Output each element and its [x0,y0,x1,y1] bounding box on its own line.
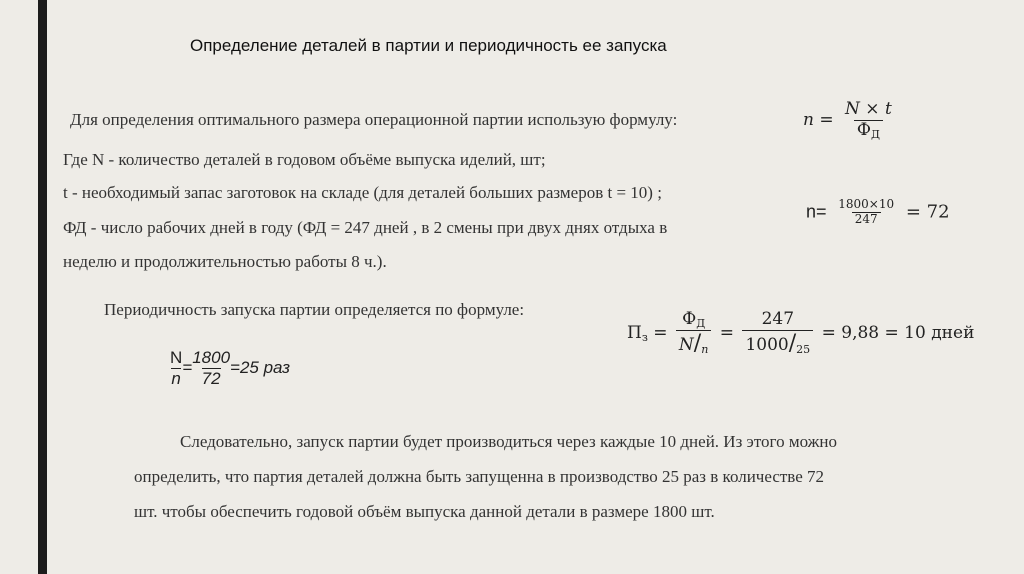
definition-n: Где N - количество деталей в годовом объёме выпуска иделий, шт; [63,150,546,169]
formula-batch-size-value [806,198,950,227]
conclusion-line1: Следовательно, запуск партии будет производиться через каждые 10 дней. Из этого можно [180,432,838,451]
formula4-eq1: = [653,322,668,343]
formula3-den2: 72 [201,369,221,388]
formula4-numerator [679,310,708,330]
formula3-fraction-b [192,348,230,389]
conclusion-line2: определить, что партия деталей должна быть запущенна в производство 25 раз в количестве 72 [134,467,825,486]
formula4-lhs [627,323,648,343]
formula3-rhs: =25 раз [230,357,291,377]
formula4-num2: 247 [761,309,795,330]
formula1-den-text: Ф [856,119,871,140]
conclusion-line3: шт. чтобы обеспечить годовой объём выпуска данной детали в размере 1800 шт. [134,502,715,521]
formula4-den2: $1000/_{25}$ [742,330,813,356]
formula4-lhs-text: П [627,322,642,343]
formula1-lhs: n = [803,110,834,130]
formula4-den-b: n [701,343,709,357]
formula3-num2: 1800 [192,348,231,367]
formula2-fraction [835,198,897,227]
slide-title: Определение деталей в партии и периодичность ее запуска [190,36,667,55]
formula-launch-count [170,348,290,389]
definition-fd-line1: ФД - число рабочих дней в году (ФД = 247 дней , в 2 смены при двух днях отдыха в [63,218,668,237]
formula2-denominator: 247 [852,212,881,227]
formula4-fraction-a [676,310,711,357]
formula-batch-size [803,100,898,141]
formula3-fraction-a [170,348,182,389]
formula3-num: N [170,348,183,367]
periodicity-intro: Периодичность запуска партии определяется по формуле: [104,300,525,319]
formula4-fraction-b [742,310,813,356]
definition-t: t - необходимый запас заготовок на складе (для деталей больших размеров t = 10) ; [63,183,662,202]
formula1-denominator [854,120,883,141]
formula4-den-a: N [678,335,694,356]
left-accent-bar [38,0,47,574]
formula4-den2-b: 25 [796,342,811,356]
formula2-rhs: = 72 [905,201,950,223]
formula3-eq: = [182,357,193,377]
definition-fd-line2: неделю и продолжительностью работы 8 ч.). [63,252,387,271]
formula2-numerator: 1800×10 [838,197,895,211]
formula4-eq2: = [719,322,735,343]
formula2-lhs: n= [806,201,827,222]
intro-text: Для определения оптимального размера операционной партии использую формулу: [70,110,678,129]
formula4-num-sub: Д [696,316,706,330]
formula-periodicity [627,310,974,357]
formula1-den-sub: Д [870,127,880,141]
formula4-rhs: = 9,88 = 10 дней [821,322,975,343]
formula4-denominator: $N/_n$ [676,330,711,356]
formula1-fraction [842,100,895,141]
formula4-num-text: Ф [682,309,697,329]
formula1-numerator: N × t [845,99,892,119]
formula4-den2-a: 1000 [745,335,789,355]
formula4-lhs-sub: з [641,330,648,344]
formula3-den: n [171,369,181,388]
